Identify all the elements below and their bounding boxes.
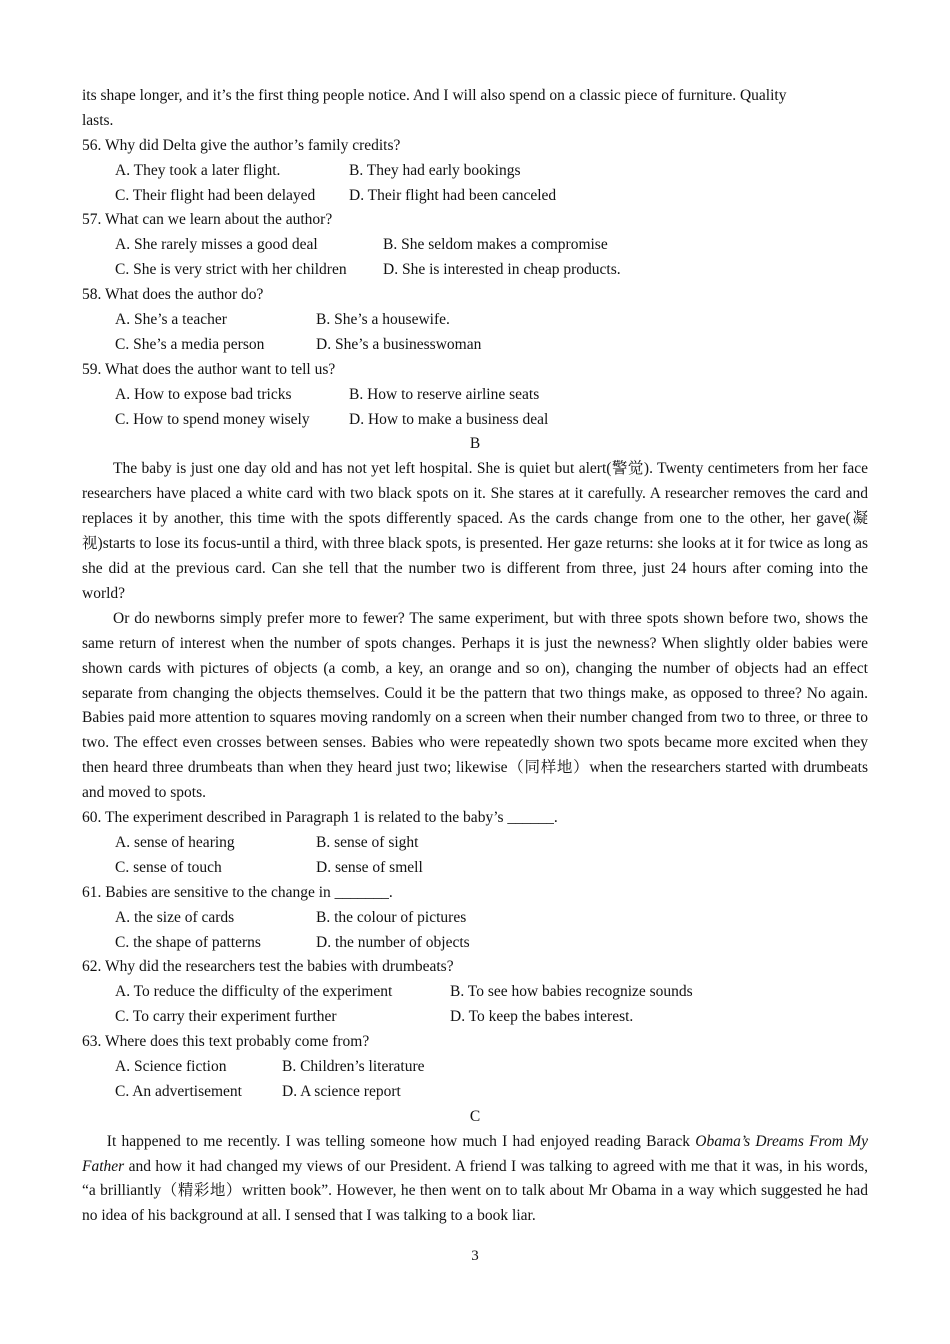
- option-58-c: C. She’s a media person: [115, 335, 265, 353]
- question-60: 60. The experiment described in Paragraph 1 is related to the baby’s ______.: [82, 809, 558, 827]
- option-row: [82, 184, 868, 209]
- option-60-a: A. sense of hearing: [115, 833, 235, 851]
- question-63: 63. Where does this text probably come from?: [82, 1033, 370, 1051]
- option-row: [82, 856, 868, 881]
- option-59-d: D. How to make a business deal: [349, 410, 549, 428]
- option-56-c: C. Their flight had been delayed: [115, 186, 316, 204]
- option-row: [82, 308, 868, 333]
- option-59-c: C. How to spend money wisely: [115, 410, 310, 428]
- option-63-b: B. Children’s literature: [282, 1057, 425, 1075]
- section-b-heading: B: [469, 435, 481, 453]
- option-57-a: A. She rarely misses a good deal: [115, 236, 318, 254]
- option-56-a: A. They took a later flight.: [115, 161, 281, 179]
- option-60-b: B. sense of sight: [316, 833, 419, 851]
- question-57: 57. What can we learn about the author?: [82, 211, 333, 229]
- option-row: [82, 258, 868, 283]
- option-56-b: B. They had early bookings: [349, 161, 521, 179]
- section-b-paragraph-1: The baby is just one day old and has not yet left hospital. She is quiet but alert(警觉). Twenty centimeters from her face researchers have placed a white card with two black spots on it. She stares at it carefully. A researcher removes the card and replaces it by another, this time with the spots differently spaced. As the cards change from one to the other, her gave(凝视)starts to lose its focus-until a third, with three black spots, is presented. Her gaze returns: she looks at it for twice as long as she did at the previous card. Can she tell that the number two is different from three, just 24 hours after coming into the world?: [82, 460, 868, 602]
- section-c-text-start: It happened to me recently. I was telling someone how much I had enjoyed reading Barack: [106, 1132, 696, 1150]
- exam-page: [82, 84, 868, 1229]
- option-row: [82, 333, 868, 358]
- option-59-a: A. How to expose bad tricks: [115, 385, 292, 403]
- option-row: [82, 159, 868, 184]
- question-56: 56. Why did Delta give the author’s family credits?: [82, 136, 401, 154]
- option-57-b: B. She seldom makes a compromise: [383, 236, 608, 254]
- option-58-b: B. She’s a housewife.: [316, 311, 450, 329]
- option-60-c: C. sense of touch: [115, 858, 222, 876]
- option-row: [82, 1080, 868, 1105]
- option-row: [82, 233, 868, 258]
- option-63-d: D. A science report: [282, 1082, 401, 1100]
- book-title: Obama’s Dreams From My Father: [82, 1132, 868, 1175]
- option-row: [82, 931, 868, 956]
- option-row: [82, 980, 868, 1005]
- option-63-c: C. An advertisement: [115, 1082, 242, 1100]
- option-61-a: A. the size of cards: [115, 908, 235, 926]
- question-61: 61. Babies are sensitive to the change in _______.: [82, 883, 393, 901]
- option-62-a: A. To reduce the difficulty of the experiment: [115, 983, 393, 1001]
- option-62-d: D. To keep the babes interest.: [450, 1008, 634, 1026]
- option-row: [82, 383, 868, 408]
- option-58-a: A. She’s a teacher: [115, 311, 227, 329]
- option-62-c: C. To carry their experiment further: [115, 1008, 337, 1026]
- option-58-d: D. She’s a businesswoman: [316, 335, 482, 353]
- section-c-text-end: and how it had changed my views of our President. A friend I was talking to agreed with me that it was, in his words, “a brilliantly（精彩地）written book”. However, he then went on to talk about Mr Obama in a way which suggested he had no idea of his background at all. I sensed that I was talking to a book liar.: [82, 1157, 868, 1225]
- option-57-c: C. She is very strict with her children: [115, 261, 347, 279]
- option-row: [82, 1005, 868, 1030]
- option-row: [82, 408, 868, 433]
- option-62-b: B. To see how babies recognize sounds: [450, 983, 693, 1001]
- page-number: 3: [471, 1248, 479, 1264]
- option-row: [82, 831, 868, 856]
- question-58: 58. What does the author do?: [82, 286, 264, 304]
- option-61-b: B. the colour of pictures: [316, 908, 467, 926]
- section-c-heading: C: [469, 1107, 481, 1125]
- option-57-d: D. She is interested in cheap products.: [383, 261, 621, 279]
- option-56-d: D. Their flight had been canceled: [349, 186, 557, 204]
- question-62: 62. Why did the researchers test the babies with drumbeats?: [82, 958, 454, 976]
- option-row: [82, 1055, 868, 1080]
- section-c-paragraph-1: [82, 1130, 868, 1230]
- option-60-d: D. sense of smell: [316, 858, 423, 876]
- option-row: [82, 906, 868, 931]
- option-61-d: D. the number of objects: [316, 933, 470, 951]
- passage-a-tail-line-1: its shape longer, and it’s the first thing people notice. And I will also spend on a classic piece of furniture. Quality: [82, 87, 787, 104]
- option-61-c: C. the shape of patterns: [115, 933, 261, 951]
- passage-a-tail-line-2: lasts.: [82, 111, 114, 129]
- option-63-a: A. Science fiction: [115, 1057, 227, 1075]
- section-b-paragraph-2: Or do newborns simply prefer more to fewer? The same experiment, but with three spots shown before two, shows the same return of interest when the number of spots changes. Perhaps it is just the newness? When slightly older babies were shown cards with pictures of objects (a comb, a key, an orange and so on), changing the number of objects had an effect separate from changing the objects themselves. Could it be the pattern that two things make, as opposed to three? No again. Babies paid more attention to squares moving randomly on a screen when their number changed from two to three, or three to two. The effect even crosses between senses. Babies who were repeatedly shown two spots became more excited when they then heard three drumbeats than when they heard just two; likewise（同样地）when the researchers started with drumbeats and moved to spots.: [82, 609, 868, 802]
- option-59-b: B. How to reserve airline seats: [349, 385, 540, 403]
- question-59: 59. What does the author want to tell us?: [82, 360, 336, 378]
